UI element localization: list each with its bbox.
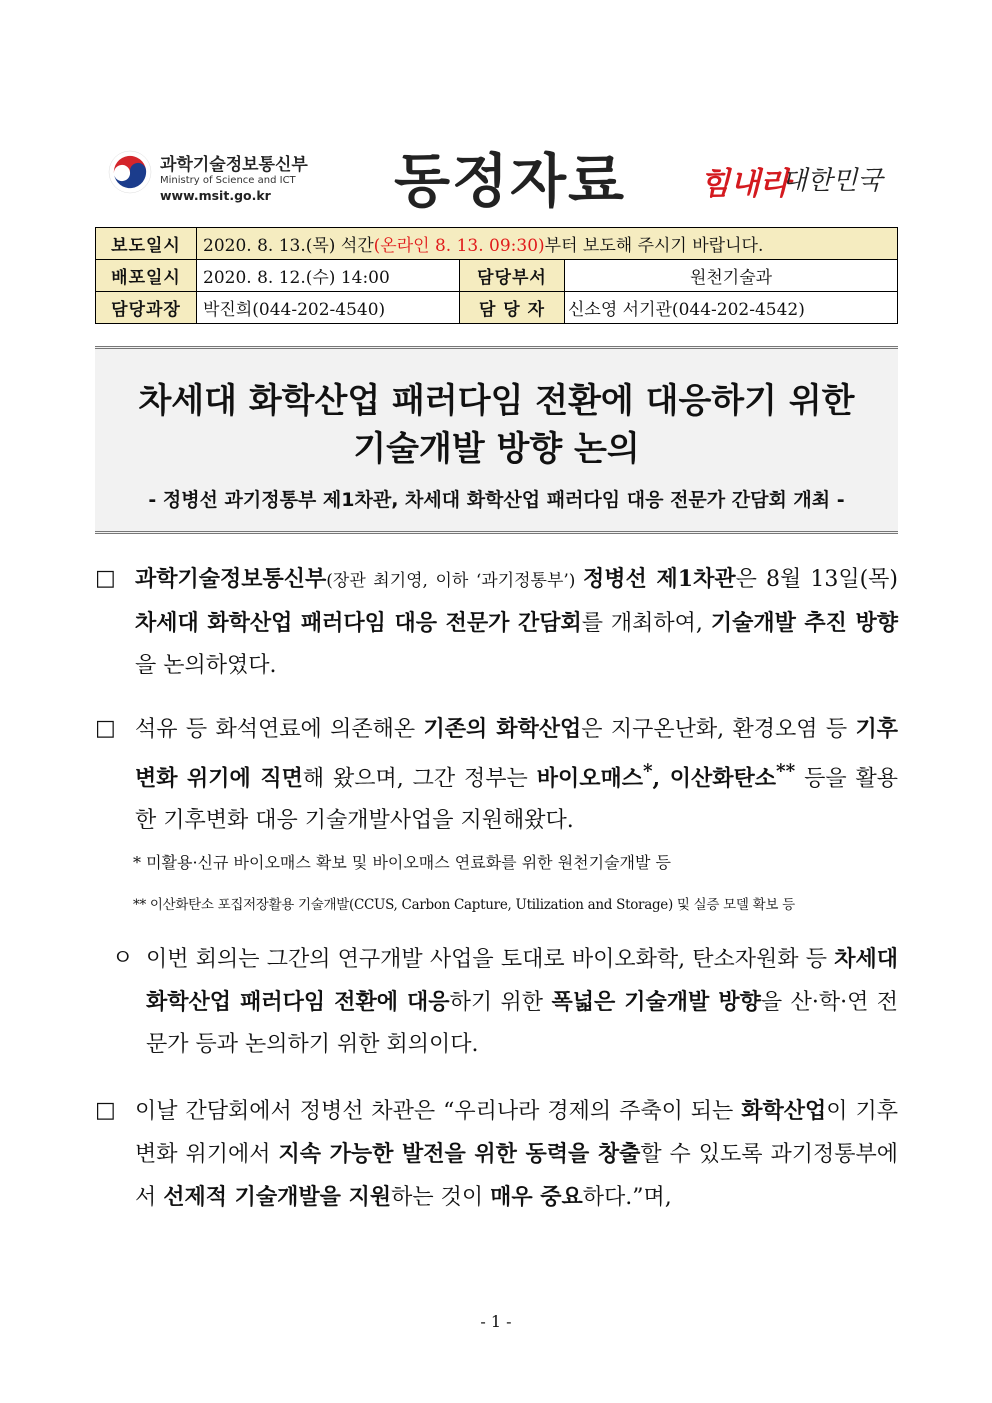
p4-span: 이날 간담회에서 정병선 차관은 “우리나라 경제의 주축이 되는 — [135, 1099, 742, 1124]
p2-span: , 이산화탄소 — [652, 765, 777, 792]
square-bullet-icon: □ — [95, 1098, 116, 1123]
p4-span: 이 기후변화 위기에서 — [135, 1099, 899, 1167]
dept-label: 담당부서 — [460, 260, 565, 292]
footnote-1: * 미활용·신규 바이오매스 확보 및 바이오매스 연료화를 위한 원천기술개발 등 — [133, 853, 671, 872]
p3-span: 이번 회의는 그간의 연구개발 사업을 토대로 바이오화학, 탄소자원화 등 — [146, 947, 835, 972]
p2-sup: * — [642, 761, 653, 782]
release-note: 부터 보도해 주시기 바랍니다. — [544, 236, 764, 256]
release-date: 2020. 8. 13.(목) 석간 — [203, 236, 374, 256]
release-info-table — [95, 227, 898, 324]
dept-value: 원천기술과 — [565, 260, 898, 292]
paragraph-4 — [95, 1090, 898, 1219]
headline-line-2: 기술개발 방향 논의 — [353, 429, 640, 469]
p2-span: 등을 활용한 기후변화 대응 기술개발사업을 지원해왔다. — [135, 766, 898, 834]
headline-box — [95, 346, 898, 534]
square-bullet-icon: □ — [95, 716, 116, 741]
p4-span: 할 수 있도록 과기정통부에서 — [135, 1142, 898, 1210]
ministry-name-en: Ministry of Science and ICT — [160, 175, 296, 186]
release-value — [197, 228, 898, 260]
slogan-part-2: 대한민국 — [782, 166, 883, 196]
p2-span: 해 왔으며, 그간 정부는 — [302, 766, 537, 792]
p3-span: 폭넓은 기술개발 방향 — [551, 989, 761, 1015]
p3-span: 을 산·학·연 전문가 등과 논의하기 위한 회의이다. — [146, 990, 899, 1057]
paragraph-2-text — [135, 708, 898, 842]
release-label: 보도일시 — [96, 228, 197, 260]
page-number: - 1 - — [480, 1312, 512, 1331]
contact-row — [96, 292, 898, 324]
p1-span: 은 8월 13일(목) — [735, 567, 899, 592]
circle-bullet-icon: ㅇ — [112, 946, 134, 971]
p2-span: 석유 등 화석연료에 의존해온 — [135, 717, 424, 742]
paragraph-3 — [112, 938, 898, 1066]
director-value: 박진희(044-202-4540) — [197, 292, 460, 324]
distribution-value: 2020. 8. 12.(수) 14:00 — [197, 260, 460, 292]
contact-label: 담 당 자 — [460, 292, 565, 324]
headline-subtitle: - 정병선 과기정통부 제1차관, 차세대 화학산업 패러다임 대응 전문가 간담회 개최 - — [148, 489, 845, 511]
p4-span: 화학산업 — [741, 1098, 827, 1124]
p1-span: 을 논의하였다. — [135, 653, 277, 678]
square-bullet-icon: □ — [95, 566, 116, 591]
document-type-title: 동정자료 — [393, 147, 627, 215]
p3-span: 차세대 화학산업 패러다임 전환에 대응 — [146, 946, 898, 1015]
release-online-time: (온라인 8. 13. 09:30) — [373, 236, 545, 256]
p2-sup: ** — [776, 761, 796, 782]
p2-span: 바이오매스 — [536, 765, 643, 792]
distribution-row — [96, 260, 898, 292]
taegeuk-emblem-icon — [108, 150, 152, 194]
p4-span: 선제적 기술개발을 지원 — [163, 1184, 392, 1210]
paragraph-4-text — [135, 1090, 898, 1219]
director-label: 담당과장 — [96, 292, 197, 324]
p2-span: 기후변화 위기에 직면 — [135, 716, 898, 792]
footnote-2: ** 이산화탄소 포집저장활용 기술개발(CCUS, Carbon Capture, Utilization and Storage) 및 실증 모델 확보 등 — [133, 897, 795, 913]
ministry-website: www.msit.go.kr — [160, 188, 271, 203]
slogan-logo — [700, 158, 883, 206]
p2-span: 기존의 화학산업 — [423, 716, 582, 742]
p1-span: (장관 최기영, 이하 ‘과기정통부’) — [326, 571, 583, 591]
p1-span: 차세대 화학산업 패러다임 대응 전문가 간담회 — [135, 610, 582, 636]
p1-span: 정병선 제1차관 — [582, 566, 736, 592]
p1-span: 과학기술정보통신부 — [135, 566, 327, 592]
paragraph-2 — [95, 708, 898, 842]
headline-line-1: 차세대 화학산업 패러다임 전환에 대응하기 위한 — [138, 381, 855, 421]
paragraph-1-text — [135, 558, 898, 687]
p4-span: 지속 가능한 발전을 위한 동력을 창출 — [278, 1141, 641, 1167]
contact-value: 신소영 서기관(044-202-4542) — [565, 292, 898, 324]
distribution-label: 배포일시 — [96, 260, 197, 292]
slogan-part-1: 힘내라 — [700, 166, 790, 202]
p4-span: 하다.”며, — [582, 1185, 672, 1210]
ministry-name-ko: 과학기술정보통신부 — [160, 155, 308, 175]
p2-span: 은 지구온난화, 환경오염 등 — [581, 717, 856, 742]
paragraph-1 — [95, 558, 898, 687]
p1-span: 기술개발 추진 방향 — [710, 610, 898, 636]
p4-span: 하는 것이 — [391, 1185, 491, 1210]
release-row — [96, 228, 898, 260]
p1-span: 를 개최하여, — [581, 611, 711, 636]
p4-span: 매우 중요 — [490, 1184, 583, 1210]
p3-span: 하기 위한 — [449, 990, 552, 1015]
ministry-logo — [108, 148, 318, 208]
paragraph-3-text — [146, 938, 898, 1066]
